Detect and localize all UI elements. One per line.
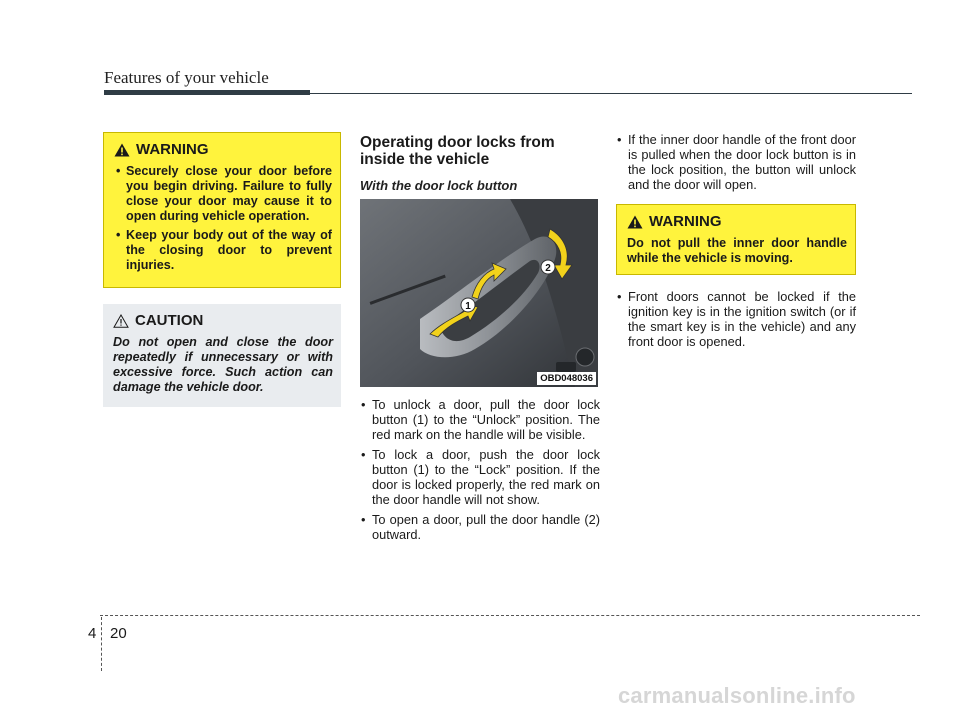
warning-box xyxy=(103,132,341,288)
list-item: • Front doors cannot be locked if the ignition key is in the ignition switch (or if the smart key is in the vehicle) and any front door is opened. xyxy=(616,289,856,349)
door-lock-photo xyxy=(360,199,598,387)
warning-item: • Securely close your door before you begin driving. Failure to fully close your door may cause it to open during vehicle operation. xyxy=(114,164,332,224)
callout-2-label: 2 xyxy=(545,263,551,274)
page-number: 20 xyxy=(110,625,127,642)
warning-header xyxy=(114,141,332,158)
callout-1-label: 1 xyxy=(465,301,471,312)
door-handle-illustration xyxy=(360,199,598,387)
caution-text: Do not open and close the door repeatedly if unnecessary or with excessive force. Such action can damage the vehicle door. xyxy=(113,335,333,394)
warning-box-right xyxy=(616,204,856,275)
warning-list xyxy=(114,164,332,273)
warning-icon xyxy=(627,215,643,229)
header-bar xyxy=(104,90,310,95)
right-bullets-top xyxy=(616,132,856,192)
callout-1 xyxy=(461,298,475,312)
footer-divider xyxy=(101,617,102,671)
list-item: • To lock a door, push the door lock button (1) to the “Lock” position. If the door is locked properly, the red mark on the door handle will not show. xyxy=(360,447,600,507)
watermark: carmanualsonline.info xyxy=(618,683,856,708)
list-item: • To open a door, pull the door handle (2) outward. xyxy=(360,512,600,542)
caution-title: CAUTION xyxy=(135,312,204,329)
warning-text: Do not pull the inner door handle while the vehicle is moving. xyxy=(627,236,847,265)
caution-icon xyxy=(113,314,129,328)
chapter-number: 4 xyxy=(88,625,97,642)
warning-header xyxy=(627,213,847,230)
list-item: • If the inner door handle of the front door is pulled when the door lock button is in the lock position, the button will unlock and the door will open. xyxy=(616,132,856,192)
list-item: • To unlock a door, pull the door lock button (1) to the “Unlock” position. The red mark on the handle will be visible. xyxy=(360,397,600,442)
warning-item: • Keep your body out of the way of the closing door to prevent injuries. xyxy=(114,228,332,273)
right-column xyxy=(616,132,856,354)
right-bullets-bottom xyxy=(616,289,856,349)
door-lock-instructions xyxy=(360,397,600,542)
page-header-title: Features of your vehicle xyxy=(104,68,269,87)
callout-2 xyxy=(541,260,555,274)
caution-header xyxy=(113,312,333,329)
middle-column xyxy=(360,132,600,547)
warning-title: WARNING xyxy=(649,213,722,230)
photo-caption: OBD048036 xyxy=(537,372,596,385)
left-column xyxy=(103,132,341,407)
section-heading: Operating door locks from inside the vehicle xyxy=(360,134,555,168)
caution-box xyxy=(103,304,341,407)
sub-heading: With the door lock button xyxy=(360,178,518,193)
warning-title: WARNING xyxy=(136,141,209,158)
header-rule xyxy=(310,93,912,94)
footer-rule xyxy=(100,615,920,616)
warning-icon xyxy=(114,143,130,157)
